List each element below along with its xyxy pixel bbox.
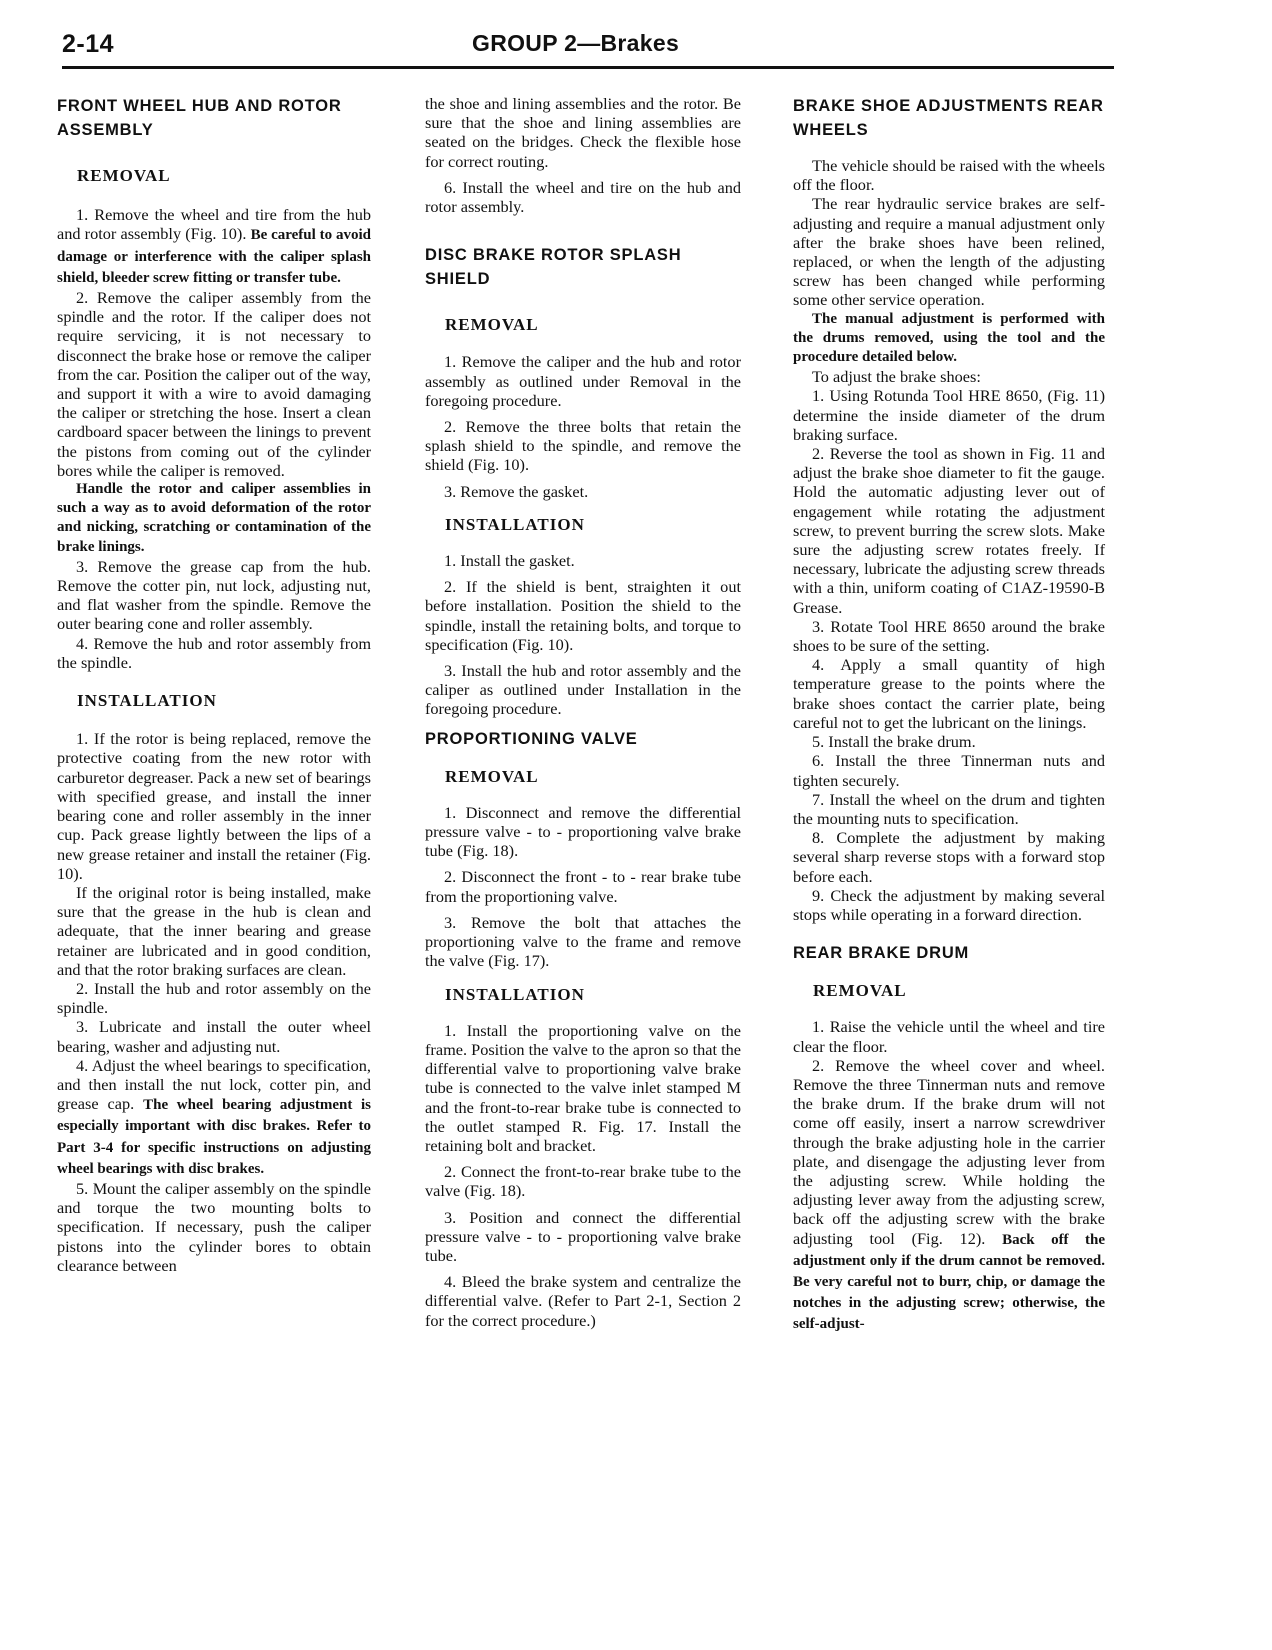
shield-install-2: 2. If the shield is bent, straighten it out before installation. Position the shield to the spindle, install the retaining bolts, and torque to specification (Fig. 10).	[425, 577, 741, 654]
step-removal-4: 4. Remove the hub and rotor assembly from the spindle.	[57, 633, 371, 672]
step-removal-2: 2. Remove the caliper assembly from the spindle and the rotor. If the caliper does not require servicing, it is not necessary to disconnect the brake hose or remove the caliper from the car. Position the caliper out of the way, and support it with a wire to avoid damaging the caliper or stretching the hose. Insert a clean cardboard spacer between the linings to prevent the pistons from coming out of the cylinder bores while the caliper is removed.	[57, 288, 371, 480]
subheading-removal: REMOVAL	[445, 315, 539, 335]
drum-removal-1: 1. Raise the vehicle until the wheel and tire clear the floor.	[793, 1017, 1105, 1056]
valve-removal-1: 1. Disconnect and remove the differential pressure valve - to - proportioning valve brake tube (Fig. 18).	[425, 802, 741, 861]
subheading-installation: INSTALLATION	[77, 691, 217, 711]
valve-install-4: 4. Bleed the brake system and centralize the differential valve. (Refer to Part 2-1, Section 2 for the correct procedure.)	[425, 1272, 741, 1330]
section-heading-rear-brake-drum: REAR BRAKE DRUM	[793, 944, 970, 963]
page-title: GROUP 2—Brakes	[472, 30, 680, 56]
subheading-installation: INSTALLATION	[445, 514, 585, 534]
subheading-removal: REMOVAL	[445, 766, 539, 786]
valve-install-2: 2. Connect the front-to-rear brake tube to the valve (Fig. 18).	[425, 1162, 741, 1201]
subheading-removal: REMOVAL	[813, 981, 907, 1001]
adjust-step-6: 6. Install the three Tinnerman nuts and tighten securely.	[793, 751, 1105, 790]
shield-install-3: 3. Install the hub and rotor assembly and the caliper as outlined under Installation in the foregoing procedure.	[425, 661, 741, 719]
header-rule	[62, 66, 1114, 69]
step-install-1: 1. If the rotor is being replaced, remove the protective coating from the new rotor with carburetor degreaser. Pack a new set of bearings with specified grease, and install the inner bearing cone and roller assembly in the inner cup. Pack grease lightly between the lips of a new grease retainer and install the retainer (Fig. 10).	[57, 729, 371, 883]
step-install-5: 5. Mount the caliper assembly on the spindle and torque the two mounting bolts to specification. If necessary, push the caliper pistons into the cylinder bores to obtain clearance between	[57, 1178, 371, 1275]
column-2	[425, 94, 741, 1330]
adjust-description: The rear hydraulic service brakes are self-adjusting and require a manual adjustment only after the brake shoes have been relined, replaced, or when the length of the adjusting screw has been changed while performing some other service operation.	[793, 194, 1105, 310]
column-3	[793, 94, 1105, 1335]
subheading-removal: REMOVAL	[77, 166, 171, 185]
step-text: 4. Adjust the wheel bearings to specification, and then install the nut lock, cotter pin, and grease cap.	[57, 1055, 371, 1114]
step-text: 2. Remove the wheel cover and wheel. Remove the three Tinnerman nuts and remove the brake drum. If the brake drum will not come off easily, insert a narrow screwdriver through the brake adjusting hole in the carrier plate, and disengage the adjusting lever from the adjusting screw. While holding the adjusting lever away from the adjusting screw, back off the adjusting screw with the brake adjusting tool (Fig. 12).	[793, 1055, 1105, 1248]
adjust-step-1: 1. Using Rotunda Tool HRE 8650, (Fig. 11) determine the inside diameter of the drum braking surface.	[793, 386, 1105, 444]
step-install-2: 2. Install the hub and rotor assembly on the spindle.	[57, 978, 371, 1018]
shield-removal-1: 1. Remove the caliper and the hub and rotor assembly as outlined under Removal in the foregoing procedure.	[425, 352, 741, 410]
valve-removal-2: 2. Disconnect the front - to - rear brake tube from the proportioning valve.	[425, 867, 741, 906]
adjust-intro: The vehicle should be raised with the wheels off the floor.	[793, 156, 1105, 195]
caution-handle-rotor: Handle the rotor and caliper assemblies in such a way as to avoid deformation of the rotor and nicking, scratching or contamination of the brake linings.	[57, 481, 371, 555]
adjust-step-4: 4. Apply a small quantity of high temperature grease to the points where the brake shoes contact the carrier plate, being careful not to get the lubricant on the linings.	[793, 655, 1105, 732]
drum-removal-2	[793, 1056, 1105, 1335]
section-heading-proportioning-valve: PROPORTIONING VALVE	[425, 729, 638, 748]
section-heading-hub-rotor: FRONT WHEEL HUB AND ROTOR ASSEMBLY	[57, 97, 342, 139]
caution-text: Back off the adjustment only if the drum cannot be removed. Be very careful not to burr, chip, or damage the notches in the adjusting screw; otherwise, the self-adjust-	[793, 1231, 1106, 1333]
caution-text: The wheel bearing adjustment is especially important with disc brakes. Refer to Part 3-4 for specific instructions on adjusting wheel bearings with disc brakes.	[57, 1097, 372, 1177]
step-removal-1	[57, 205, 371, 288]
page-header	[62, 30, 1114, 70]
step-text: 1. Remove the wheel and tire from the hub and rotor assembly (Fig. 10).	[57, 205, 371, 244]
step-install-3: 3. Lubricate and install the outer wheel bearing, washer and adjusting nut.	[57, 1017, 371, 1056]
shield-removal-2: 2. Remove the three bolts that retain the splash shield to the spindle, and remove the shield (Fig. 10).	[425, 417, 741, 475]
adjust-note: The manual adjustment is performed with the drums removed, using the tool and the procedure detailed below.	[793, 310, 1105, 366]
shield-removal-3: 3. Remove the gasket.	[444, 481, 589, 501]
continued-text: the shoe and lining assemblies and the rotor. Be sure that the shoe and lining assemblies are seated on the bridges. Check the flexible hose for correct routing.	[425, 94, 741, 171]
adjust-step-8: 8. Complete the adjustment by making several sharp reverse stops with a forward stop before each.	[793, 828, 1105, 886]
install-note-original-rotor: If the original rotor is being installed, make sure that the grease in the hub is clean and adequate, that the inner bearing and grease retainer are lubricated and in good condition, and that the rotor braking surfaces are clean.	[57, 882, 371, 979]
adjust-step-2: 2. Reverse the tool as shown in Fig. 11 and adjust the brake shoe diameter to fit the gauge. Hold the automatic adjusting lever out of engagement while rotating the adjustment screw, to prevent burring the screw slots. Make sure the adjusting screw rotates freely. If necessary, lubricate the adjusting screw threads with a thin, uniform coating of C1AZ-19590-B Grease.	[793, 444, 1105, 617]
caution-text: Be careful to avoid damage or interference with the caliper splash shield, bleeder screw fitting or transfer tube.	[57, 227, 371, 286]
step-removal-3: 3. Remove the grease cap from the hub. Remove the cotter pin, nut lock, adjusting nut, and flat washer from the spindle. Remove the outer bearing cone and roller assembly.	[57, 556, 371, 634]
step-install-4	[57, 1056, 371, 1179]
valve-removal-3: 3. Remove the bolt that attaches the proportioning valve to the frame and remove the valve (Fig. 17).	[425, 912, 741, 971]
valve-install-1: 1. Install the proportioning valve on the frame. Position the valve to the apron so that the differential valve to proportioning valve brake tube is connected to the valve inlet stamped M and the front-to-rear brake tube is connected to the outlet stamped R. Fig. 17. Install the retaining bolt and bracket.	[425, 1020, 741, 1155]
adjust-step-7: 7. Install the wheel on the drum and tighten the mounting nuts to specification.	[793, 789, 1105, 828]
step-install-6: 6. Install the wheel and tire on the hub and rotor assembly.	[425, 177, 741, 217]
subheading-installation: INSTALLATION	[445, 984, 585, 1004]
valve-install-3: 3. Position and connect the differential pressure valve - to - proportioning valve brake tube.	[425, 1207, 741, 1265]
section-heading-brake-shoe-adjustments: BRAKE SHOE ADJUSTMENTS REAR WHEELS	[793, 97, 1104, 139]
adjust-lead-in: To adjust the brake shoes:	[812, 367, 981, 387]
section-heading-splash-shield: DISC BRAKE ROTOR SPLASH SHIELD	[425, 246, 682, 289]
adjust-step-9: 9. Check the adjustment by making several stops while operating in a forward direction.	[793, 885, 1105, 924]
adjust-step-5: 5. Install the brake drum.	[812, 732, 976, 752]
adjust-step-3: 3. Rotate Tool HRE 8650 around the brake shoes to be sure of the setting.	[793, 616, 1105, 656]
column-1	[57, 94, 371, 1275]
page-number: 2-14	[62, 30, 115, 58]
shield-install-1: 1. Install the gasket.	[444, 551, 575, 571]
